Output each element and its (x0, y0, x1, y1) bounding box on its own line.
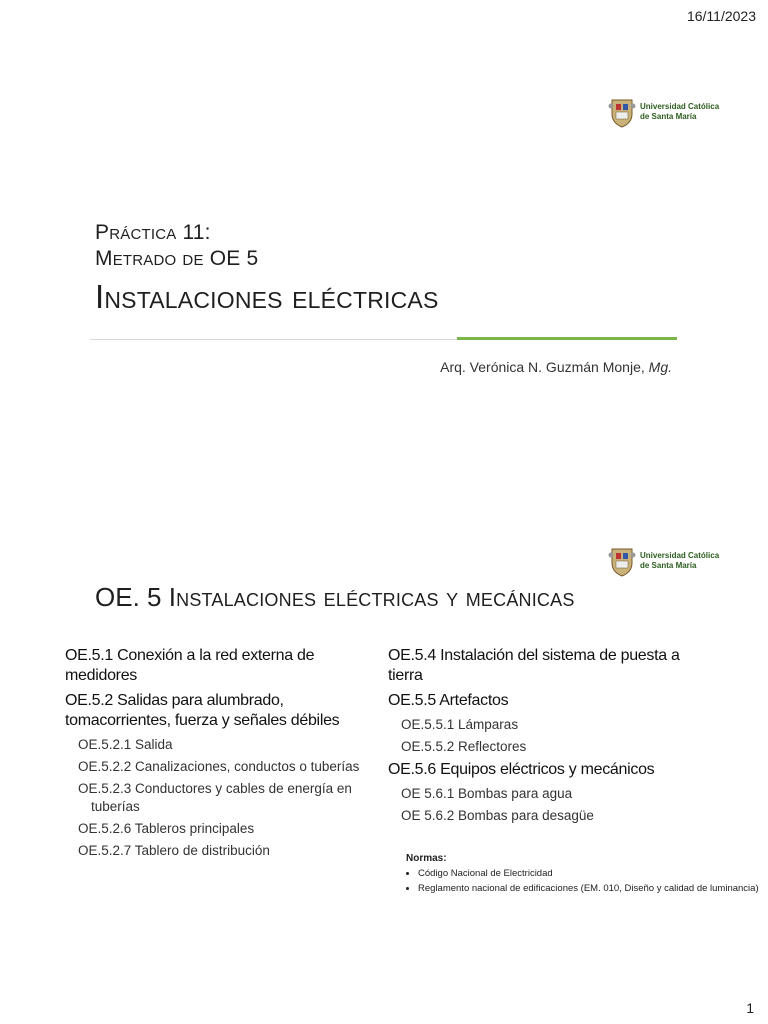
subsection-item: OE.5.2.1 Salida (78, 737, 173, 752)
section-item: OE.5.1 Conexión a la red externa de medidores (65, 647, 315, 684)
right-item-column (388, 646, 718, 829)
subsection-item: OE.5.5.1 Lámparas (401, 717, 519, 732)
university-name: Universidad Católica de Santa María (640, 551, 720, 570)
subsection-item: OE.5.2.7 Tablero de distribución (78, 843, 270, 858)
university-logo-slide2 (608, 545, 719, 577)
left-item-column (65, 646, 385, 864)
subsection-item: OE.5.2.6 Tableros principales (78, 821, 255, 836)
title-accent-bar (457, 337, 677, 340)
section-item: OE.5.5 Artefactos (388, 692, 509, 709)
subsection-item: OE 5.6.2 Bombas para desagüe (401, 808, 594, 823)
slide1-title-block (95, 220, 439, 320)
subsection-item: OE.5.2.3 Conductores y cables de energía en tuberías (78, 781, 352, 814)
section-item: OE.5.2 Salidas para alumbrado, tomacorrientes, fuerza y señales débiles (65, 692, 340, 729)
section-item: OE.5.6 Equipos eléctricos y mecánicos (388, 761, 655, 778)
norms-box (406, 852, 759, 897)
slide2-heading-code: OE. 5 (95, 582, 169, 612)
university-name: Universidad Católica de Santa María (640, 102, 720, 121)
author-name: Arq. Verónica N. Guzmán Monje, (440, 359, 649, 375)
practice-subtitle: Metrado de OE 5 (95, 247, 259, 270)
slide1-main-title: Instalaciones eléctricas (95, 278, 439, 315)
subsection-item: OE 5.6.1 Bombas para agua (401, 786, 573, 801)
university-seal-icon (608, 96, 636, 128)
slide2-heading-title: Instalaciones eléctricas y mecánicas (168, 582, 575, 612)
document-date: 16/11/2023 (686, 8, 756, 24)
slide2-heading (95, 582, 575, 613)
norms-list (406, 867, 759, 895)
author-line (440, 359, 672, 375)
norms-title: Normas: (406, 853, 447, 864)
page-number: 1 (746, 1000, 754, 1016)
norms-item: • Reglamento nacional de edificaciones (EM. 010, Diseño y calidad de luminancia) (418, 882, 759, 895)
author-degree: Mg. (648, 359, 672, 375)
norms-item: • Código Nacional de Electricidad (418, 867, 759, 880)
practice-number: Práctica 11: (95, 221, 211, 244)
subsection-item: OE.5.5.2 Reflectores (401, 739, 527, 754)
university-logo (608, 96, 719, 128)
subsection-item: OE.5.2.2 Canalizaciones, conductos o tuberías (78, 759, 360, 774)
university-seal-icon (608, 545, 636, 577)
section-item: OE.5.4 Instalación del sistema de puesta a tierra (388, 647, 680, 684)
